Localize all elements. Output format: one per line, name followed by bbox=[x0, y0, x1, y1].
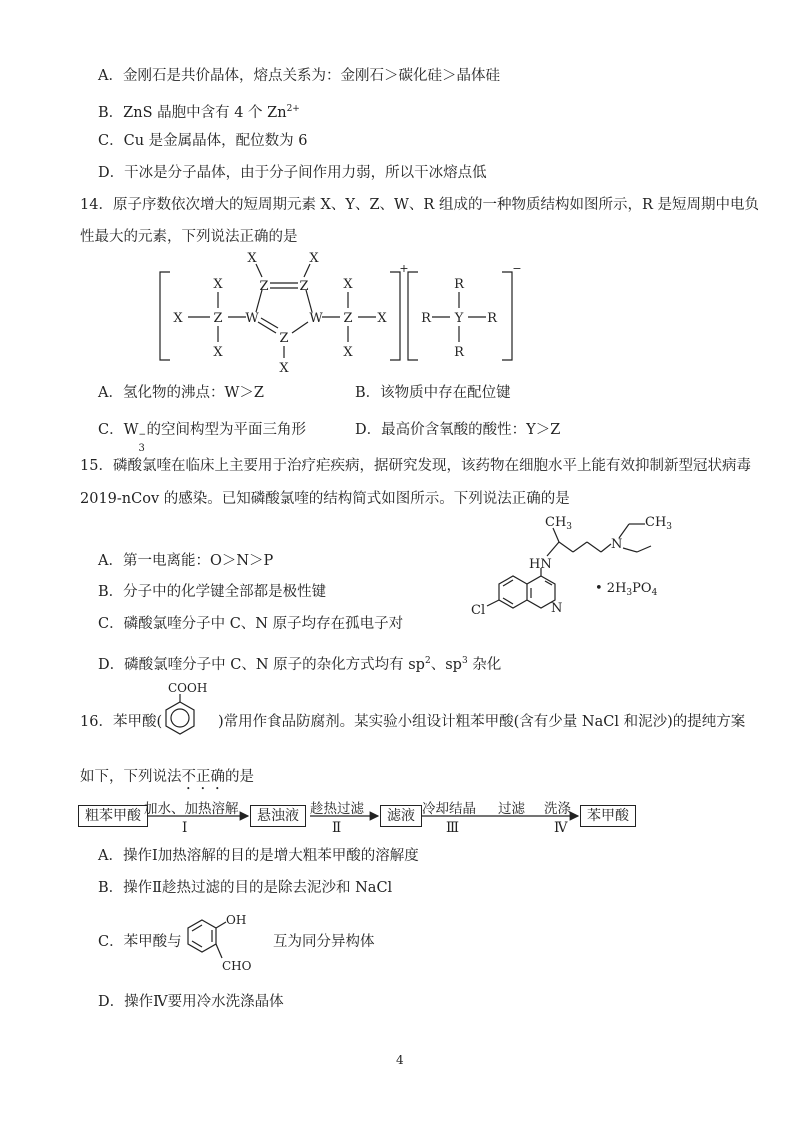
flow-step4a-label: 过滤 bbox=[498, 801, 525, 817]
q15-stem-line1: 15．磷酸氯喹在临床上主要用于治疗疟疾病，据研究发现，该药物在细胞水平上能有效抑制新型冠状病毒 bbox=[80, 458, 751, 474]
atom-w: W bbox=[309, 311, 323, 326]
q16-stem-line2: 如下，下列说法不正确的是 bbox=[80, 769, 254, 785]
flow-box-crude: 粗苯甲酸 bbox=[78, 805, 148, 827]
q15-option-a: A．第一电离能：O＞N＞P bbox=[98, 553, 274, 569]
flow-step3-label: 冷却结晶 bbox=[422, 801, 476, 817]
q14-option-b: B．该物质中存在配位键 bbox=[355, 385, 511, 401]
flow-box-suspension: 悬浊液 bbox=[250, 805, 306, 827]
atom-x: X bbox=[247, 251, 257, 266]
q13-option-d: D．干冰是分子晶体，由于分子间作用力弱，所以干冰熔点低 bbox=[98, 165, 487, 181]
q14-stem-line2: 性最大的元素，下列说法正确的是 bbox=[80, 229, 298, 245]
flow-box-benzoic-acid: 苯甲酸 bbox=[580, 805, 636, 827]
q13-option-b: B．ZnS 晶胞中含有 4 个 $Zn^{2+}$ bbox=[98, 104, 300, 121]
atom-x: X bbox=[377, 311, 387, 326]
q16-stem-pre: 16．苯甲酸( bbox=[80, 714, 163, 730]
atom-z: Z bbox=[279, 331, 289, 346]
atom-z: Z bbox=[213, 311, 223, 326]
q13-option-a: A．金刚石是共价晶体，熔点关系为：金刚石＞碳化硅＞晶体硅 bbox=[98, 68, 500, 84]
ch3-label: $CH_3$ bbox=[545, 515, 573, 532]
atom-r: R bbox=[487, 311, 497, 326]
q16-option-d: D．操作Ⅳ要用冷水洗涤晶体 bbox=[98, 994, 284, 1010]
atom-x: X bbox=[343, 345, 353, 360]
ch3-right-label: $CH_3$ bbox=[645, 515, 673, 532]
atom-x: X bbox=[279, 361, 289, 375]
atom-x: X bbox=[213, 277, 223, 292]
atom-z: Z bbox=[299, 279, 309, 294]
flow-step2-label: 趁热过滤 bbox=[310, 801, 364, 817]
q15-option-c: C．磷酸氯喹分子中 C、N 原子均存在孤电子对 bbox=[98, 616, 404, 632]
cl-label: Cl bbox=[471, 603, 486, 618]
atom-r: R bbox=[454, 345, 464, 360]
flow-step4-num: Ⅳ bbox=[554, 820, 568, 836]
salicylaldehyde-structure bbox=[178, 910, 258, 980]
flow-step2-num: Ⅱ bbox=[332, 820, 342, 836]
oh-label: OH bbox=[226, 913, 247, 927]
flow-box-filtrate: 滤液 bbox=[380, 805, 422, 827]
q15-option-d: D．磷酸氯喹分子中 C、N 原子的杂化方式均有 $sp^2$、$sp^3$ 杂化 bbox=[98, 656, 502, 673]
flow-step1-num: Ⅰ bbox=[182, 820, 188, 836]
q16-option-b: B．操作Ⅱ趁热过滤的目的是除去泥沙和 NaCl bbox=[98, 880, 393, 896]
cho-label: CHO bbox=[222, 959, 252, 973]
q14-stem-line1: 14．原子序数依次增大的短周期元素 X、Y、Z、W、R 组成的一种物质结构如图所示，R 是短周期中电负 bbox=[80, 197, 759, 213]
q15-option-b: B．分子中的化学键全部都是极性键 bbox=[98, 584, 327, 600]
atom-w: W bbox=[245, 311, 259, 326]
charge-minus: − bbox=[512, 262, 522, 275]
atom-x: X bbox=[173, 311, 183, 326]
atom-x: X bbox=[309, 251, 319, 266]
flow-step3-num: Ⅲ bbox=[446, 820, 460, 836]
atom-z: Z bbox=[259, 279, 269, 294]
atom-z: Z bbox=[343, 311, 353, 326]
q16-option-c-post: 互为同分异构体 bbox=[273, 934, 375, 950]
amine-n: N bbox=[611, 537, 623, 552]
q13-option-c: C．Cu 是金属晶体，配位数为 6 bbox=[98, 133, 308, 149]
atom-x: X bbox=[343, 277, 353, 292]
q15-stem-line2: 2019-nCov 的感染。已知磷酸氯喹的结构简式如图所示。下列说法正确的是 bbox=[80, 491, 570, 507]
charge-plus: + bbox=[399, 262, 409, 275]
atom-r: R bbox=[454, 277, 464, 292]
q14-structure-diagram bbox=[150, 250, 530, 375]
q14-option-d: D．最高价含氧酸的酸性：Y＞Z bbox=[355, 422, 561, 438]
atom-x: X bbox=[213, 345, 223, 360]
salt-label: • $2H_3PO_4$ bbox=[595, 581, 658, 598]
q14-option-c: C．W − 3 的空间构型为平面三角形 bbox=[98, 422, 306, 454]
ring-n: N bbox=[551, 601, 563, 616]
flow-step4b-label: 洗涤 bbox=[544, 801, 571, 817]
flow-step1-label: 加水、加热溶解 bbox=[144, 801, 239, 817]
q15-chloroquine-structure bbox=[465, 508, 680, 620]
q16-option-c-pre: C．苯甲酸与 bbox=[98, 934, 182, 950]
page-number: 4 bbox=[396, 1053, 404, 1067]
cooh-label: COOH bbox=[168, 681, 208, 695]
hn-label: HN bbox=[529, 557, 552, 572]
atom-r: R bbox=[421, 311, 431, 326]
q16-option-a: A．操作Ⅰ加热溶解的目的是增大粗苯甲酸的溶解度 bbox=[98, 848, 419, 864]
q16-stem-post: )常用作食品防腐剂。某实验小组设计粗苯甲酸(含有少量 NaCl 和泥沙)的提纯方案 bbox=[218, 714, 746, 730]
q14-option-a: A．氢化物的沸点：W＞Z bbox=[98, 385, 264, 401]
atom-y: Y bbox=[454, 311, 464, 326]
